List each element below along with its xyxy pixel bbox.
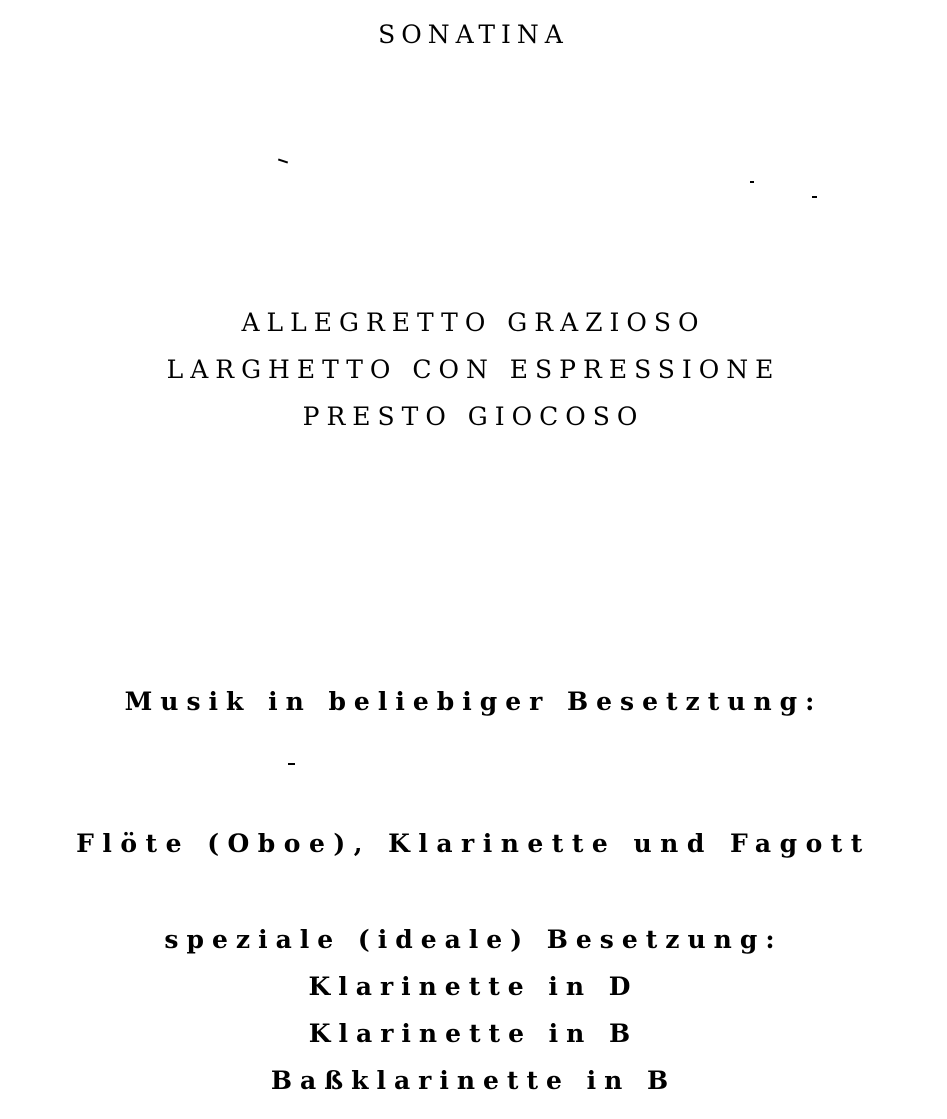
scan-speck bbox=[750, 181, 754, 183]
movement-item: PRESTO GIOCOSO bbox=[302, 402, 645, 431]
scan-speck bbox=[288, 763, 295, 765]
document-title: SONATINA bbox=[378, 20, 569, 49]
special-instrument: Baßklarinette in B bbox=[270, 1066, 677, 1095]
movement-item: LARGHETTO CON ESPRESSIONE bbox=[166, 355, 781, 384]
special-instrument: Klarinette in B bbox=[308, 1019, 639, 1048]
scan-speck bbox=[812, 196, 817, 198]
instrumentation-heading: Musik in beliebiger Besetztung: bbox=[124, 687, 823, 716]
special-setting-heading: speziale (ideale) Besetzung: bbox=[164, 925, 783, 954]
special-instrument: Klarinette in D bbox=[308, 972, 639, 1001]
scan-speck bbox=[278, 159, 288, 164]
movement-item: ALLEGRETTO GRAZIOSO bbox=[241, 308, 706, 337]
default-setting: Flöte (Oboe), Klarinette und Fagott bbox=[76, 829, 871, 858]
